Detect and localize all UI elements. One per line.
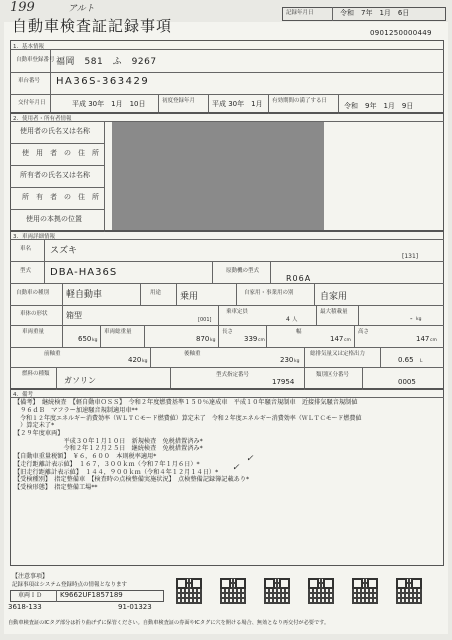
model-label: 型式: [20, 268, 32, 274]
engine-type-label: 原動機の型式: [226, 268, 260, 274]
remarks-line: 【受検形態】 指定整備工場**: [14, 484, 98, 491]
engine-type-value: R06A: [286, 274, 312, 283]
remarks-line: 平成３０年１月１０日 新規検査 免税措置済み*: [14, 437, 203, 445]
displacement-label: 総排気量又は定格出力: [310, 351, 366, 357]
height-value: 147: [416, 335, 430, 343]
remarks-line: 【旧走行距離計表示値】 １４４，９００ｋｍ（令和４年１２月１４日）*: [14, 468, 219, 476]
gross-weight-value: 870: [196, 335, 210, 343]
user-name-label: 使用者の氏名又は名称: [20, 127, 90, 135]
remarks-line: 【自動車重量税額】 ￥６，６００ 本則税率適用*: [14, 453, 157, 460]
qr-code-4: [308, 578, 334, 604]
displacement-unit: L: [420, 359, 423, 364]
remarks-list: [14, 399, 362, 492]
owner-address-label: 所 有 者 の 住 所: [22, 193, 99, 201]
qr-code-1: [176, 578, 202, 604]
first-registration-label: 初度登録年月: [162, 98, 196, 104]
fuel-type-label: 燃料の種類: [22, 371, 50, 377]
max-load-label: 最大積載量: [320, 309, 348, 315]
issue-date-value: 平成 30年 1月 10日: [72, 100, 146, 108]
section-basic-info-header: 1．基本情報: [13, 44, 44, 50]
body-shape-label: 車体の形状: [20, 311, 48, 317]
expiry-label: 有効期間の満了する日: [272, 98, 328, 104]
footer-disclaimer: 自動車検査証のICタグ部分は折り曲げずに保管ください。自動車検査証の券面やICタグに穴を開ける場合、無効となり再交付が必要です。: [8, 620, 330, 626]
max-load-value: -: [410, 315, 413, 323]
vehicle-id-value: K9662UF1857189: [60, 591, 123, 599]
type-designation-label: 型式指定番号: [216, 372, 250, 378]
plate-value: 福岡 581 ふ 9267: [56, 57, 157, 67]
height-unit: cm: [430, 338, 437, 343]
qr-code-6: [396, 578, 422, 604]
section-remarks-header: 4．備考: [13, 392, 33, 398]
record-date-label: 記録年月日: [286, 10, 314, 16]
max-load-unit: kg: [416, 317, 422, 322]
record-date-value: 令和 7年 1月 6日: [340, 9, 410, 17]
remarks-line: ）算定未了*: [14, 422, 55, 429]
length-unit: cm: [258, 338, 265, 343]
make-code: [131]: [402, 253, 419, 260]
vehicle-weight-value: 650: [78, 335, 92, 343]
vehicle-type-value: 軽自動車: [66, 290, 103, 300]
width-label: 幅: [296, 329, 302, 335]
use-label: 用途: [150, 290, 162, 296]
qr-code-2: [220, 578, 246, 604]
footer-left-code: 3618-133: [8, 603, 42, 611]
handwritten-check-mark: ✓: [232, 463, 240, 473]
private-business-label: 自家用・事業用の別: [244, 290, 294, 296]
document-number: 0901250000449: [370, 29, 432, 37]
category-number-label: 類別区分番号: [316, 372, 350, 378]
vehicle-weight-unit: kg: [92, 338, 98, 343]
type-designation-value: 17954: [272, 378, 295, 386]
base-location-label: 使用の本拠の位置: [26, 215, 82, 223]
use-value: 乗用: [180, 292, 199, 302]
body-shape-code: [001]: [198, 317, 212, 323]
model-value: DBA-HA36S: [50, 267, 118, 278]
handwritten-note-alto: アルト: [68, 4, 95, 14]
rear-axle-unit: kg: [294, 359, 300, 364]
notice-header: 【注意事項】: [12, 573, 49, 580]
footer-mid-code: 91-01323: [118, 603, 152, 611]
remarks-line: 【備考】 継続検査 【軽自動車ＯＳＳ】 令和２年度燃費基準１５０％達成車 平成１０年騒音規制車 近接排気騒音規制値: [14, 399, 358, 406]
remarks-line: 令和２年１２月２５日 継続検査 免税措置済み*: [14, 445, 203, 453]
section-owner-info-header: 2．使用者・所有者情報: [13, 116, 72, 122]
capacity-unit: 人: [292, 317, 298, 323]
redacted-owner-info: [112, 122, 324, 231]
displacement-value: 0.65: [398, 356, 414, 364]
length-label: 長さ: [222, 329, 234, 335]
width-unit: cm: [344, 338, 351, 343]
document-title: 自動車検査証記録事項: [12, 17, 173, 35]
rear-axle-label: 後軸重: [184, 351, 201, 357]
category-number-value: 0005: [398, 378, 416, 386]
vehicle-type-label: 自動車の種別: [16, 290, 50, 296]
width-value: 147: [330, 335, 344, 343]
remarks-line: 【２９年度車両】: [14, 429, 64, 437]
handwritten-check-mark: ✓: [246, 454, 254, 464]
qr-code-3: [264, 578, 290, 604]
make-label: 車名: [20, 246, 32, 252]
private-business-value: 自家用: [320, 292, 348, 302]
gross-weight-unit: kg: [210, 338, 216, 343]
chassis-label: 車台番号: [18, 78, 41, 84]
handwritten-note-199: 199: [10, 0, 35, 15]
front-axle-unit: kg: [142, 359, 148, 364]
gross-weight-label: 車両総重量: [104, 329, 132, 335]
plate-label: 自動車登録番号: [16, 57, 55, 63]
length-value: 339: [244, 335, 258, 343]
chassis-value: HA36S-363429: [56, 76, 150, 87]
issue-date-label: 交付年月日: [18, 100, 46, 106]
notice-line: 記録事項はシステム登録時点の情報となります: [12, 582, 127, 588]
height-label: 高さ: [358, 329, 370, 335]
fuel-type-value: ガソリン: [64, 376, 96, 385]
remarks-line: 【受検種別】 指定整備車 【検査時の点検整備実施状況】 点検整備記録簿記載あり*: [14, 476, 250, 484]
first-registration-value: 平成 30年 1月: [212, 100, 263, 108]
make-value: スズキ: [50, 246, 78, 256]
remarks-line: 令和１２年度エネルギー消費効率（ＷＬＴＣモード燃費値）算定未了 令和２年度エネルギー消費効率（ＷＬＴＣモード燃費値: [14, 414, 362, 422]
expiry-value: 令和 9年 1月 9日: [344, 102, 414, 110]
body-shape-value: 箱型: [66, 311, 82, 320]
front-axle-value: 420: [128, 356, 142, 364]
remarks-line: ９６ｄＢ マフラー加速騒音規制適用車**: [14, 406, 138, 414]
owner-name-label: 所有者の氏名又は名称: [20, 171, 90, 179]
user-address-label: 使 用 者 の 住 所: [22, 149, 99, 157]
vehicle-weight-label: 車両重量: [22, 329, 45, 335]
rear-axle-value: 230: [280, 356, 294, 364]
section-vehicle-details-header: 3．車両詳細情報: [13, 234, 55, 240]
vehicle-id-label: 車両ＩＤ: [18, 592, 43, 599]
remarks-line: 【走行距離計表示値】 １６７，３００ｋｍ（令和７年１月６日）*: [14, 460, 200, 468]
capacity-label: 乗車定員: [226, 309, 249, 315]
capacity-value: 4: [286, 316, 290, 323]
qr-code-5: [352, 578, 378, 604]
front-axle-label: 前軸重: [44, 351, 61, 357]
